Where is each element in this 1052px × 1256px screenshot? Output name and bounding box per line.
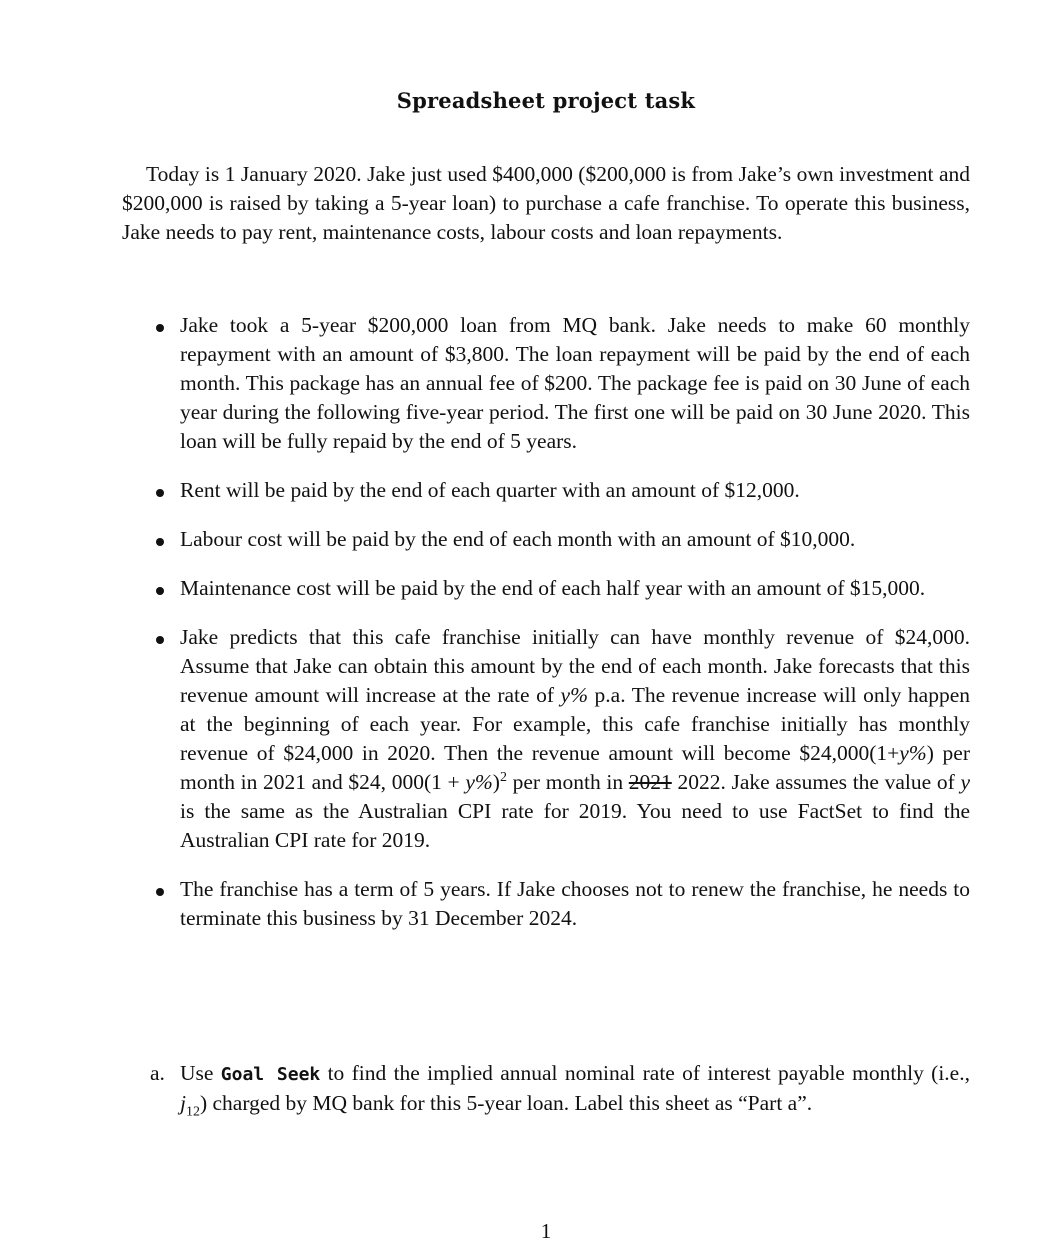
bullet-icon (156, 538, 164, 546)
revenue-text-5: per month in (506, 770, 629, 794)
revenue-text-1: Jake predicts that this cafe franchise initially can have monthly revenue of $24,000. Assume that Jake can obtain this amount by the end of each month. Jake forecasts that this revenue amount will increase at the rate of (180, 625, 970, 707)
part-a-item (122, 1059, 970, 1118)
part-a-text-2: to find the implied annual nominal rate of interest payable monthly (i.e., (320, 1061, 970, 1085)
variable-j: j (180, 1091, 186, 1115)
part-a-body (122, 1059, 970, 1118)
list-item-rent (122, 476, 970, 505)
exponent: 2 (499, 769, 507, 785)
page-number: 1 (540, 1219, 552, 1243)
list-item-loan (122, 311, 970, 456)
page-title: Spreadsheet project task (396, 88, 696, 113)
labour-text: Labour cost will be paid by the end of each month with an amount of $10,000. (180, 527, 856, 551)
list-item-labour (122, 525, 970, 554)
bullet-icon (156, 489, 164, 497)
variable-j-subscript: 12 (185, 1104, 200, 1120)
bullet-icon (156, 587, 164, 595)
variable-y: y (960, 770, 970, 794)
revenue-text-3: ) per month in 2021 and $24, 000(1 + (180, 741, 970, 794)
revenue-text-6: 2022. Jake assumes the value of (671, 770, 961, 794)
maintenance-text: Maintenance cost will be paid by the end of each half year with an amount of $15,000. (180, 576, 926, 600)
revenue-text-2: p.a. The revenue increase will only happen at the beginning of each year. For example, this cafe franchise initially has monthly revenue of $24,000 in 2020. Then the revenue amount will become $24,000(1+ (180, 683, 970, 765)
list-item-maintenance (122, 574, 970, 603)
part-a-text-1: Use (180, 1061, 221, 1085)
revenue-text-7: is the same as the Australian CPI rate for 2019. You need to use FactSet to find the Australian CPI rate for 2019. (180, 799, 970, 852)
term-text: The franchise has a term of 5 years. If Jake chooses not to renew the franchise, he needs to terminate this business by 31 December 2024. (180, 877, 970, 930)
variable-y-percent: y% (560, 683, 588, 707)
bullet-icon (156, 888, 164, 896)
intro-paragraph: Today is 1 January 2020. Jake just used $400,000 ($200,000 is from Jake’s own investment and $200,000 is raised by taking a 5-year loan) to purchase a cafe franchise. To operate this business, Jake needs to pay rent, maintenance costs, labour costs and loan repayments. (122, 162, 970, 244)
revenue-text-4: ) (492, 770, 500, 794)
loan-text: Jake took a 5-year $200,000 loan from MQ bank. Jake needs to make 60 monthly repayment with an amount of $3,800. The loan repayment will be paid by the end of each month. This package has an annual fee of $200. The package fee is paid on 30 June of each year during the following five-year period. The first one will be paid on 30 June 2020. This loan will be fully repaid by the end of 5 years. (180, 313, 970, 453)
list-item-term (122, 875, 970, 933)
struck-year: 2021 (628, 770, 672, 794)
part-a-text-3: ) charged by MQ bank for this 5-year loan. Label this sheet as “Part a”. (199, 1091, 813, 1115)
revenue-text (180, 625, 970, 852)
bullet-icon (156, 324, 164, 332)
bullet-icon (156, 636, 164, 644)
part-a-label: a. (150, 1061, 165, 1085)
rent-text: Rent will be paid by the end of each quarter with an amount of $12,000. (180, 478, 800, 502)
goal-seek-command: Goal Seek (220, 1064, 321, 1085)
list-item-revenue (122, 623, 970, 855)
bullet-list (122, 311, 970, 953)
variable-y-percent-3: y% (465, 770, 493, 794)
variable-y-percent-2: y% (899, 741, 927, 765)
